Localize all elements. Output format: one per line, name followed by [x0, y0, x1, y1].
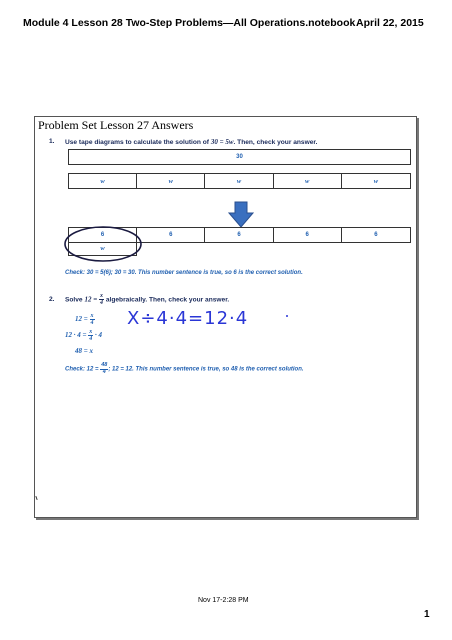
problem-2-check	[65, 363, 304, 375]
fraction-denominator: 4	[89, 336, 93, 342]
tape-six-cell: 6	[137, 228, 205, 242]
problem-2-check-lhs: Check: 12 =	[65, 366, 99, 373]
problem-2-prompt-tail: algebraically. Then, check your answer.	[104, 296, 230, 304]
problem-1-prompt	[65, 138, 317, 146]
fraction-denominator: 4	[90, 320, 94, 326]
handwritten-equation: X÷4·4=12·4	[127, 308, 249, 329]
fraction-numerator: x	[89, 329, 93, 335]
step-1	[75, 313, 95, 326]
down-arrow-icon	[228, 201, 254, 229]
problem-2-equation-lhs: 12 =	[84, 295, 98, 304]
problem-2-number: 2.	[49, 296, 55, 303]
step-1-lhs: 12 =	[75, 315, 88, 324]
fraction-numerator: x	[90, 313, 94, 319]
problem-2-prompt	[65, 293, 229, 306]
tape-six-cell: 6	[205, 228, 273, 242]
tape-w-cell: w	[205, 174, 273, 188]
tape-w-cell: w	[69, 174, 137, 188]
problem-1-prompt-text: Use tape diagrams to calculate the solution of	[65, 139, 211, 146]
step-3: 48 = x	[75, 347, 93, 355]
problem-1-prompt-tail: . Then, check your answer.	[233, 139, 318, 146]
card-title: Problem Set Lesson 27 Answers	[38, 118, 194, 132]
tape-six-cell: 6	[69, 228, 137, 242]
footer-timestamp: Nov 17-2:28 PM	[198, 597, 249, 604]
problem-2-prompt-text: Solve	[65, 296, 85, 304]
problem-1-number: 1.	[49, 138, 55, 145]
step-2-rhs: · 4	[95, 331, 102, 340]
step-2-lhs: 12 · 4 =	[65, 331, 87, 340]
page-number: 1	[424, 609, 430, 620]
problem-1-check: Check: 30 = 5(6); 30 = 30. This number sentence is true, so 6 is the correct solution.	[65, 270, 303, 276]
tape-total-label: 30	[236, 154, 243, 160]
notebook-title: Module 4 Lesson 28 Two-Step Problems—All Operations.notebook	[23, 17, 356, 29]
tape-w-bar	[68, 173, 411, 189]
step-1-fraction	[90, 313, 95, 326]
circle-annotation	[63, 224, 143, 264]
fraction-numerator: x	[100, 293, 104, 299]
problem-set-card	[34, 116, 417, 518]
fraction-denominator: 4	[100, 300, 104, 306]
ink-dot	[286, 315, 288, 317]
tape-w-cell: w	[274, 174, 342, 188]
tape-total-bar	[68, 149, 411, 165]
tape-six-cell: 6	[374, 232, 378, 238]
fraction-numerator: 48	[101, 362, 108, 368]
tape-six-cell: 6	[274, 228, 342, 242]
fraction-denominator: 4	[102, 368, 106, 375]
ink-mark	[35, 496, 37, 500]
step-2	[65, 329, 102, 342]
problem-1-equation: 30 = 5w	[210, 138, 234, 146]
tape-w-cell: w	[137, 174, 205, 188]
problem-2-check-tail: ; 12 = 12. This number sentence is true, so 48 is the correct solution.	[108, 366, 304, 373]
step-2-fraction	[88, 329, 93, 342]
tape-w-under-label: w	[100, 245, 105, 252]
tape-w-cell: w	[373, 177, 379, 185]
header-date: April 22, 2015	[356, 17, 424, 29]
